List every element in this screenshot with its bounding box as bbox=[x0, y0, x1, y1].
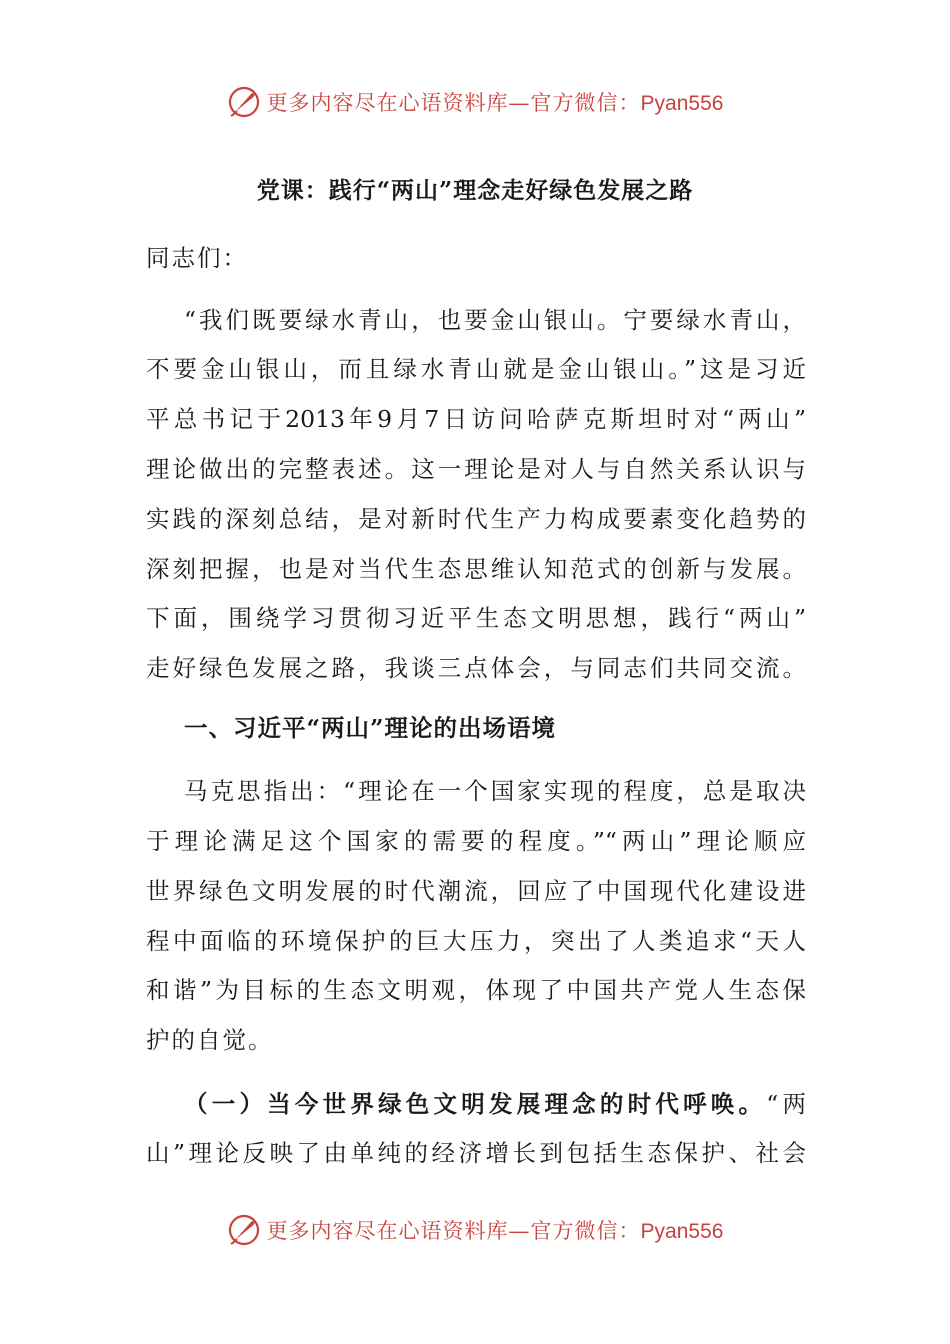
watermark-text: 更多内容尽在心语资料库—官方微信：Pyan556 bbox=[266, 1219, 724, 1243]
para2-line: 世界绿色文明发展的时代潮流，回应了中国现代化建设进 bbox=[146, 877, 806, 905]
para2-line: 和谐”为目标的生态文明观，体现了中国共产党人生态保 bbox=[146, 976, 806, 1004]
para1-line: 下面，围绕学习贯彻习近平生态文明思想，践行“两山” bbox=[146, 604, 806, 632]
para2-line: 于理论满足这个国家的需要的程度。”“两山”理论顺应 bbox=[146, 827, 806, 855]
para3-line: 山”理论反映了由单纯的经济增长到包括生态保护、社会 bbox=[146, 1139, 806, 1167]
quill-logo-icon bbox=[227, 85, 261, 119]
para1-line: “我们既要绿水青山，也要金山银山。宁要绿水青山， bbox=[184, 306, 806, 334]
watermark-banner-top bbox=[0, 82, 950, 122]
quill-logo-icon bbox=[227, 1213, 261, 1247]
document-title: 党课：践行“两山”理念走好绿色发展之路 bbox=[256, 177, 694, 204]
section-heading: 一、习近平“两山”理论的出场语境 bbox=[184, 714, 557, 742]
para1-line: 平总书记于2013年9月7日访问哈萨克斯坦时对“两山” bbox=[146, 405, 806, 433]
para1-line: 走好绿色发展之路，我谈三点体会，与同志们共同交流。 bbox=[146, 654, 806, 682]
watermark-text: 更多内容尽在心语资料库—官方微信：Pyan556 bbox=[266, 91, 724, 115]
subsection-line bbox=[184, 1087, 806, 1121]
para1-line: 深刻把握，也是对当代生态思维认知范式的创新与发展。 bbox=[146, 555, 806, 583]
para2-line: 马克思指出：“理论在一个国家实现的程度，总是取决 bbox=[184, 777, 806, 805]
salutation: 同志们： bbox=[146, 244, 248, 272]
subsection-heading: （一）当今世界绿色文明发展理念的时代呼唤。 bbox=[184, 1090, 767, 1118]
watermark-banner-bottom bbox=[0, 1210, 950, 1250]
para1-line: 不要金山银山，而且绿水青山就是金山银山。”这是习近 bbox=[146, 355, 806, 383]
para1-line: 理论做出的完整表述。这一理论是对人与自然关系认识与 bbox=[146, 455, 806, 483]
subsection-text: “两 bbox=[766, 1090, 807, 1118]
para2-line: 护的自觉。 bbox=[146, 1026, 274, 1054]
para1-line: 实践的深刻总结，是对新时代生产力构成要素变化趋势的 bbox=[146, 505, 806, 533]
para2-line: 程中面临的环境保护的巨大压力，突出了人类追求“天人 bbox=[146, 927, 806, 955]
